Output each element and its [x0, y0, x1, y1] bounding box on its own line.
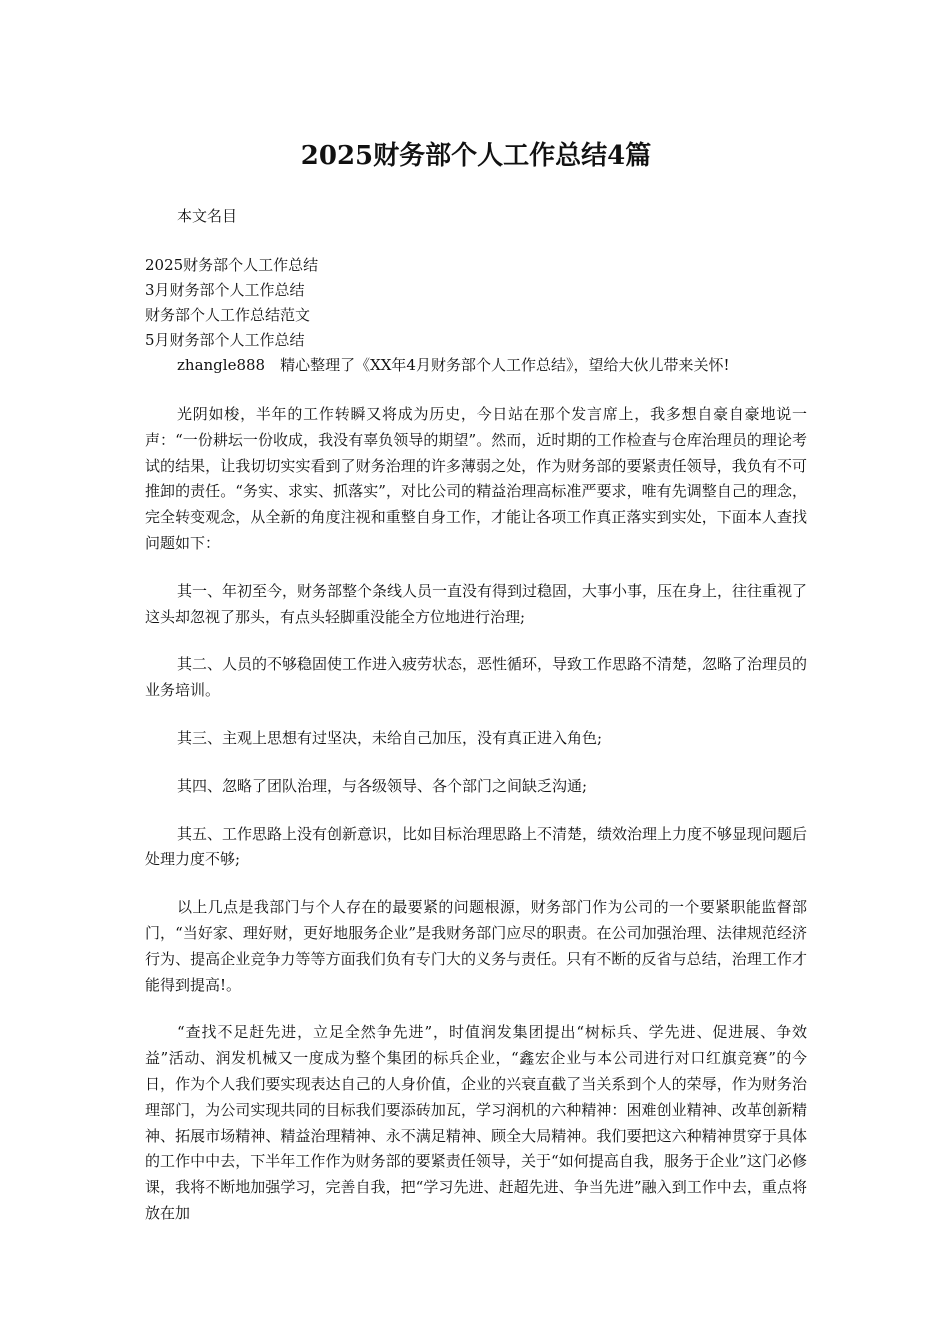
- body-paragraph: 其三、主观上思想有过坚决，未给自己加压，没有真正进入角色;: [177, 728, 603, 747]
- toc-item: 3月财务部个人工作总结: [145, 281, 305, 299]
- body-paragraph: 光阴如梭，半年的工作转瞬又将成为历史，今日站在那个发言席上，我多想自豪自豪地说一声：“一份耕坛一份收成，我没有辜负领导的期望”。然而，近时期的工作检查与仓库治理员的理论考试的结果，让我切切实实看到了财务治理的许多薄弱之处，作为财务部的要紧责任领导，我负有不可推卸的责任。“务实、求实、抓落实”，对比公司的精益治理高标准严要求，唯有先调整自己的理念，完全转变观念，从全新的角度注视和重整自身工作，才能让各项工作真正落实到实处，下面本人查找问题如下：: [145, 405, 807, 552]
- intro-paragraph: zhangle888 精心整理了《XX年4月财务部个人工作总结》，望给大伙儿带来关怀!: [177, 356, 730, 374]
- toc-item: 5月财务部个人工作总结: [145, 331, 305, 349]
- body-paragraph: 其一、年初至今，财务部整个条线人员一直没有得到过稳固，大事小事，压在身上，往往重视了这头却忽视了那头，有点头轻脚重没能全方位地进行治理;: [145, 581, 808, 626]
- body-paragraph: “查找不足赶先进，立足全然争先进”，时值润发集团提出“树标兵、学先进、促进展、争效益”活动、润发机械又一度成为整个集团的标兵企业，“鑫宏企业与本公司进行对口红旗竞赛”的今日，作为个人我们要实现表达自己的人身价值，企业的兴衰直截了当关系到个人的荣辱，作为财务治理部门，为公司实现共同的目标我们要添砖加瓦，学习润机的六种精神：困难创业精神、改革创新精神、拓展市场精神、精益治理精神、永不满足精神、顾全大局精神。我们要把这六种精神贯穿于具体的工作中中去，下半年工作作为财务部的要紧责任领导，关于“如何提高自我，服务于企业”这门必修课，我将不断地加强学习，完善自我，把“学习先进、赶超先进、争当先进”融入到工作中去，重点将放在加: [145, 1023, 807, 1222]
- body-paragraph: 其五、工作思路上没有创新意识，比如目标治理思路上不清楚，绩效治理上力度不够显现问题后处理力度不够;: [145, 824, 808, 869]
- document-title: 2025财务部个人工作总结4篇: [300, 141, 652, 171]
- body-paragraph: 以上几点是我部门与个人存在的最要紧的问题根源，财务部门作为公司的一个要紧职能监督部门，“当好家、理好财，更好地服务企业”是我财务部门应尽的职责。在公司加强治理、法律规范经济行为、提高企业竞争力等等方面我们负有专门大的义务与责任。只有不断的反省与总结，治理工作才能得到提高!。: [145, 898, 807, 994]
- toc-list: [145, 253, 807, 353]
- toc-heading: 本文名目: [177, 207, 238, 225]
- toc-item: 2025财务部个人工作总结: [145, 256, 319, 274]
- body-paragraph: 其四、忽略了团队治理，与各级领导、各个部门之间缺乏沟通;: [177, 776, 588, 795]
- document-page: [145, 120, 807, 1249]
- body-paragraph: 其二、人员的不够稳固使工作进入疲劳状态，恶性循环，导致工作思路不清楚，忽略了治理员的业务培训。: [145, 655, 808, 700]
- toc-item: 财务部个人工作总结范文: [145, 306, 311, 324]
